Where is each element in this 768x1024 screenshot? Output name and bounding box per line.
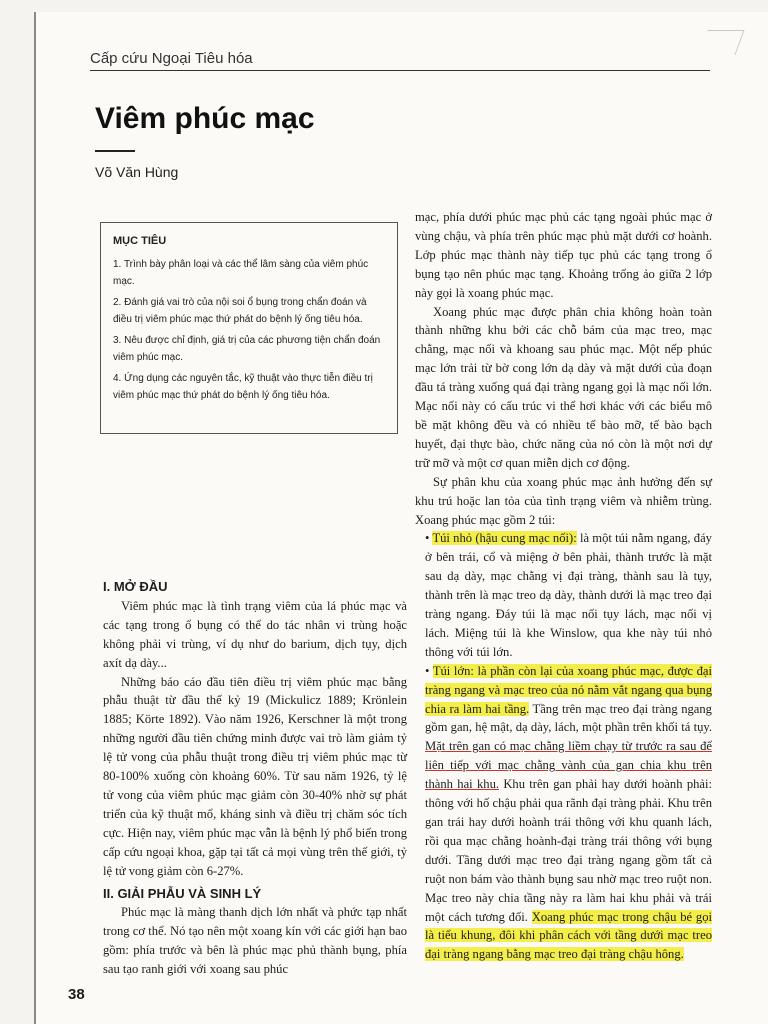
highlighted-text: Xoang phúc mạc trong chậu bé gọi là tiểu khung, đôi khi phân cách với tầng dưới mạc treo đại tràng ngang bằng mạc treo đại tràng chậu hông.	[425, 909, 712, 962]
section-heading-intro: I. MỞ ĐẦU	[103, 579, 168, 594]
bullet-large-sac: • Túi lớn: là phần còn lại của xoang phúc mạc, được đại tràng ngang và mạc treo của nó nằm vắt ngang qua bụng chia ra làm hai tầng. Tầng trên mạc treo đại tràng ngang gồm gan, hệ mật, dạ dày, lách, một phần trên khối tá tụy. Mặt trên gan có mạc chằng liềm chạy từ trước ra sau để liên tiếp với mạc chằng vành của gan chia khu trên thành hai khu. Khu trên gan phải hay dưới hoành phải: thông với hố chậu phải qua rãnh đại tràng phải. Khu trên gan trái hay dưới hoành trái thông với khu quanh lách, rồi qua mạc chằng hoành-đại tràng trái thông với bụng dưới. Tầng dưới mạc treo đại tràng ngang gồm tất cả ruột non bám vào thành bụng sau nhờ mạc treo ruột non. Mạc treo này chia tầng này ra làm hai khu phải và trái một cách tương đối. Xoang phúc mạc trong chậu bé gọi là tiểu khung, đôi khi phân cách với tầng dưới mạc treo đại tràng ngang bằng mạc treo đại tràng chậu hông.	[425, 663, 712, 962]
title-rule	[95, 150, 135, 152]
section-heading-anatomy: II. GIẢI PHẪU VÀ SINH LÝ	[103, 885, 262, 901]
bullet-text: Tầng trên mạc treo đại tràng ngang gồm gan, hệ mật, dạ dày, lách, một phần trên khối tá tụy.	[425, 701, 712, 735]
paragraph: Sự phân khu của xoang phúc mạc ảnh hưởng đến sự khu trú hoặc lan tỏa của tình trạng viêm và nhiễm trùng. Xoang phúc mạc gồm 2 túi:	[415, 474, 712, 527]
underlined-text: Mặt trên gan có mạc chằng liềm chạy từ trước ra sau để liên tiếp với mạc chằng vành của gan chia khu trên thành hai khu.	[425, 739, 712, 792]
chapter-header: Cấp cứu Ngoại Tiêu hóa	[90, 50, 253, 67]
paragraph: Phúc mạc là màng thanh dịch lớn nhất và phức tạp nhất trong cơ thể. Nó tạo nên một xoang kín với các giới hạn bao gồm: phía trước và bên là phúc mạc phủ thành bụng, phía sau tạo ranh giới với xoang sau phúc	[103, 905, 407, 977]
right-column	[415, 208, 712, 964]
page-corner-decoration	[698, 30, 744, 55]
paragraph: Những báo cáo đầu tiên điều trị viêm phúc mạc bằng phẫu thuật từ đầu thế kỷ 19 (Mickulicz 1889; Krönlein 1885; Körte 1892). Vào năm 1926, Kerschner là một trong những người đầu tiên chứng minh được vai trò làm giảm tỷ lệ tử vong của phẫu thuật trong điều trị viêm phúc mạc từ 80-100% xuống còn khoảng 60%. Từ sau năm 1926, tỷ lệ tử vong của viêm phúc mạc giảm còn 30-40% nhờ sự phát triển của kỹ thuật mổ, kháng sinh và điều trị chăm sóc tích cực. Hiện nay, viêm phúc mạc vẫn là bệnh lý phổ biến trong cấp cứu ngoại khoa, gặp tại tất cả mọi vùng trên thế giới, tỷ lệ tử vong giảm còn 6-27%.	[103, 674, 407, 878]
highlighted-text: Túi lớn: là phần còn lại của xoang phúc mạc, được đại tràng ngang và mạc treo của nó nằm vắt ngang qua bụng chia ra làm hai tầng.	[425, 663, 712, 716]
bullet-text: Khu trên gan phải hay dưới hoành phải: thông với hố chậu phải qua rãnh đại tràng phải. Khu trên gan trái hay dưới hoành trái thông với khu quanh lách, rồi qua mạc chằng hoành-đại tràng trái thông với bụng dưới. Tầng dưới mạc treo đại tràng ngang gồm tất cả ruột non bám vào thành bụng sau nhờ mạc treo ruột non. Mạc treo này chia tầng này ra làm hai khu phải và trái một cách tương đối.	[425, 777, 712, 924]
header-rule	[90, 70, 710, 71]
bullet-text: là một túi nằm ngang, đáy ở bên trái, cổ và miệng ở bên phải, thành trước là mặt sau dạ dày, mạc chằng vị đại tràng, thành sau là tụy, thành trên là mạc treo dạ dày, thành dưới là mạc treo đại tràng ngang. Đáy túi là mạc nối tụy lách, mạc nối vị lách. Miệng túi là khe Winslow, qua khe này túi nhỏ thông với túi lớn.	[425, 531, 712, 659]
objective-item: 4. Ứng dụng các nguyên tắc, kỹ thuật vào thực tiễn điều trị viêm phúc mạc thứ phát do bệnh lý ống tiêu hóa.	[113, 373, 373, 401]
left-column	[103, 578, 407, 979]
page-number: 38	[68, 986, 85, 1003]
paragraph: Viêm phúc mạc là tình trạng viêm của lá phúc mạc và các tạng trong ổ bụng có thể do tác nhân vi trùng hoặc không phải vi trùng, ví dụ như do barium, dịch tụy, dịch axít dạ dày...	[103, 598, 407, 670]
highlighted-text: Túi nhỏ (hậu cung mạc nối):	[432, 531, 577, 546]
paragraph: Xoang phúc mạc được phân chia không hoàn toàn thành những khu bởi các chỗ bám của mạc treo, mạc chằng, mạc nối và khoang sau phúc mạc. Một nếp phúc mạc lớn trải từ bờ cong lớn dạ dày và mặt dưới của đoạn đầu tá tràng xuống quá đại tràng ngang gọi là mạc nối lớn. Mạc nối này có cấu trúc vi thể hơi khác với các biểu mô bề mặt không đều và có nhiều tế bào mỡ, tế bào bạch huyết, đại thực bào, chức năng của nó còn là một nơi dự trữ mỡ và một cơ quan miễn dịch cơ động.	[415, 304, 712, 470]
objective-item: 2. Đánh giá vai trò của nội soi ổ bụng trong chẩn đoán và điều trị viêm phúc mạc thứ phát do bệnh lý ống tiêu hóa.	[113, 297, 367, 325]
objective-item: 1. Trình bày phân loại và các thể lâm sàng của viêm phúc mạc.	[113, 259, 369, 287]
objectives-box	[100, 222, 398, 434]
bullet-small-sac: • Túi nhỏ (hậu cung mạc nối): là một túi nằm ngang, đáy ở bên trái, cổ và miệng ở bên phải, thành trước là mặt sau dạ dày, mạc chằng vị đại tràng, thành sau là tụy, thành trên là mạc treo dạ dày, thành dưới là mạc treo đại tràng ngang. Đáy túi là mạc nối tụy lách, mạc nối vị lách. Miệng túi là khe Winslow, qua khe này túi nhỏ thông với túi lớn.	[425, 531, 712, 659]
article-author: Võ Văn Hùng	[95, 164, 179, 180]
objective-item: 3. Nêu được chỉ định, giá trị của các phương tiện chẩn đoán viêm phúc mạc.	[113, 335, 381, 363]
paragraph: mạc, phía dưới phúc mạc phủ các tạng ngoài phúc mạc ở vùng chậu, và phía trên phúc mạc phủ mặt dưới cơ hoành. Lớp phúc mạc thành này tiếp tục phủ các tạng trong ổ bụng tạo nên phúc mạc tạng. Khoảng trống ảo giữa 2 lớp này gọi là xoang phúc mạc.	[415, 210, 712, 300]
article-title: Viêm phúc mạc	[95, 102, 315, 135]
objectives-title: MỤC TIÊU	[113, 235, 167, 247]
